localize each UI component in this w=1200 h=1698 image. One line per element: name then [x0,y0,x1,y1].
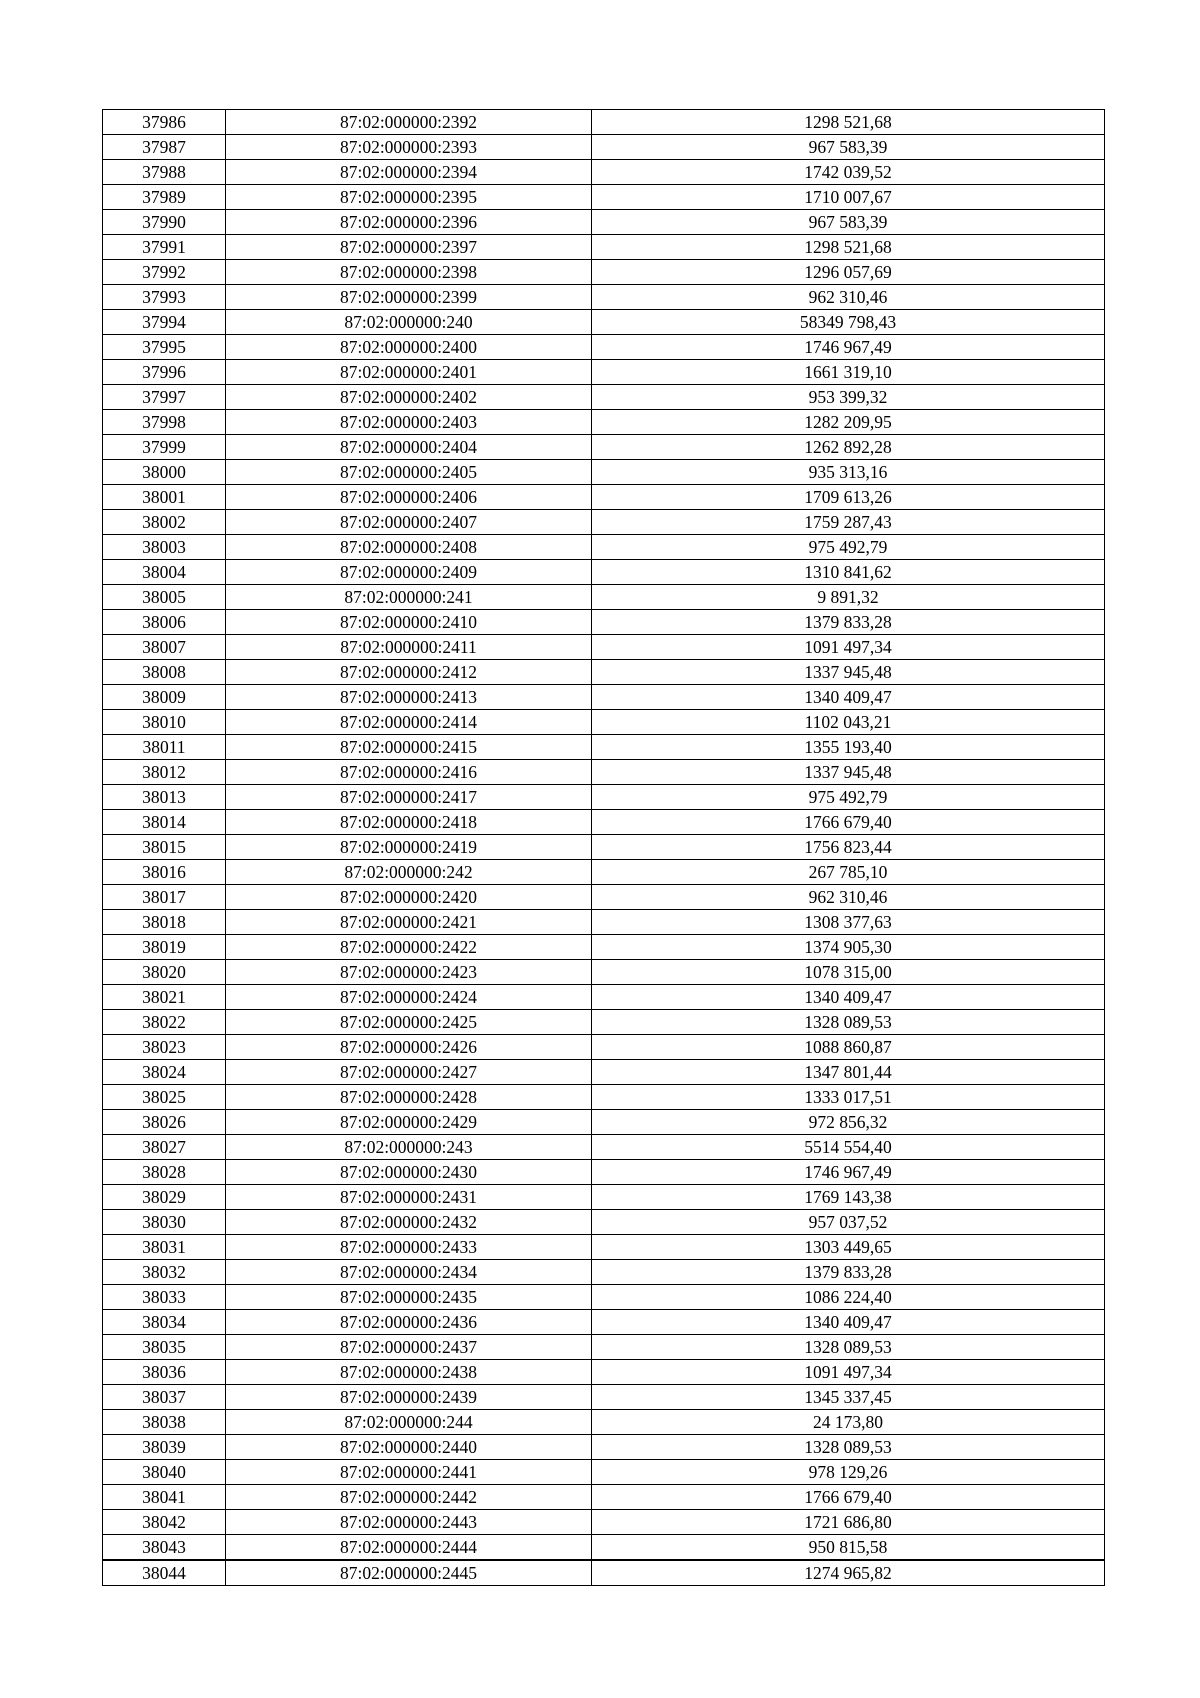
table-row [103,1335,1105,1360]
cadastral-number-cell: 87:02:000000:2420 [226,885,592,910]
row-number-cell: 38003 [103,535,226,560]
cadastral-value-cell: 1102 043,21 [592,710,1105,735]
row-number-cell: 38006 [103,610,226,635]
cadastral-number-cell: 87:02:000000:2440 [226,1435,592,1460]
cadastral-number-cell: 87:02:000000:2399 [226,285,592,310]
row-number-cell: 38020 [103,960,226,985]
table-row [103,110,1105,135]
row-number-cell: 37989 [103,185,226,210]
row-number-cell: 38010 [103,710,226,735]
table-body [103,110,1105,1586]
cadastral-number-cell: 87:02:000000:2406 [226,485,592,510]
cadastral-number-cell: 87:02:000000:240 [226,310,592,335]
cadastral-value-cell: 1746 967,49 [592,1160,1105,1185]
cadastral-value-cell: 1298 521,68 [592,110,1105,135]
cadastral-value-cell: 1721 686,80 [592,1510,1105,1535]
row-number-cell: 37998 [103,410,226,435]
row-number-cell: 38034 [103,1310,226,1335]
row-number-cell: 38019 [103,935,226,960]
cadastral-number-cell: 87:02:000000:2431 [226,1185,592,1210]
row-number-cell: 37991 [103,235,226,260]
table-row [103,810,1105,835]
cadastral-value-cell: 1337 945,48 [592,760,1105,785]
table-row [103,135,1105,160]
row-number-cell: 38038 [103,1410,226,1435]
row-number-cell: 38026 [103,1110,226,1135]
table-row [103,885,1105,910]
cadastral-value-cell: 1340 409,47 [592,985,1105,1010]
table-row [103,1560,1105,1586]
row-number-cell: 38035 [103,1335,226,1360]
cadastral-number-cell: 87:02:000000:2417 [226,785,592,810]
table-row [103,1435,1105,1460]
row-number-cell: 38008 [103,660,226,685]
row-number-cell: 38001 [103,485,226,510]
table-row [103,1160,1105,1185]
cadastral-number-cell: 87:02:000000:2439 [226,1385,592,1410]
cadastral-number-cell: 87:02:000000:2415 [226,735,592,760]
cadastral-number-cell: 87:02:000000:2392 [226,110,592,135]
table-row [103,1460,1105,1485]
table-row [103,910,1105,935]
cadastral-number-cell: 87:02:000000:2416 [226,760,592,785]
row-number-cell: 38024 [103,1060,226,1085]
table-row [103,860,1105,885]
row-number-cell: 38043 [103,1535,226,1561]
cadastral-number-cell: 87:02:000000:2424 [226,985,592,1010]
row-number-cell: 38000 [103,460,226,485]
row-number-cell: 38005 [103,585,226,610]
cadastral-number-cell: 87:02:000000:2418 [226,810,592,835]
cadastral-value-cell: 1340 409,47 [592,1310,1105,1335]
row-number-cell: 38032 [103,1260,226,1285]
cadastral-value-cell: 1308 377,63 [592,910,1105,935]
cadastral-value-cell: 1333 017,51 [592,1085,1105,1110]
row-number-cell: 38023 [103,1035,226,1060]
cadastral-number-cell: 87:02:000000:2394 [226,160,592,185]
cadastral-value-cell: 975 492,79 [592,535,1105,560]
cadastral-value-cell: 1298 521,68 [592,235,1105,260]
cadastral-value-cell: 1742 039,52 [592,160,1105,185]
cadastral-number-cell: 87:02:000000:2437 [226,1335,592,1360]
cadastral-number-cell: 87:02:000000:2433 [226,1235,592,1260]
cadastral-value-cell: 950 815,58 [592,1535,1105,1561]
cadastral-number-cell: 87:02:000000:2397 [226,235,592,260]
row-number-cell: 37993 [103,285,226,310]
cadastral-value-cell: 953 399,32 [592,385,1105,410]
table-row [103,1410,1105,1435]
cadastral-number-cell: 87:02:000000:2401 [226,360,592,385]
cadastral-value-cell: 1710 007,67 [592,185,1105,210]
cadastral-value-cell: 58349 798,43 [592,310,1105,335]
row-number-cell: 38031 [103,1235,226,1260]
cadastral-number-cell: 87:02:000000:241 [226,585,592,610]
cadastral-number-cell: 87:02:000000:242 [226,860,592,885]
table-row [103,1010,1105,1035]
cadastral-number-cell: 87:02:000000:2423 [226,960,592,985]
cadastral-number-cell: 87:02:000000:2438 [226,1360,592,1385]
row-number-cell: 38011 [103,735,226,760]
table-row [103,1210,1105,1235]
table-row [103,160,1105,185]
cadastral-number-cell: 87:02:000000:2407 [226,510,592,535]
table-row [103,685,1105,710]
table-row [103,1060,1105,1085]
cadastral-value-cell: 1337 945,48 [592,660,1105,685]
cadastral-value-cell: 1262 892,28 [592,435,1105,460]
row-number-cell: 38037 [103,1385,226,1410]
table-row [103,535,1105,560]
cadastral-value-cell: 1766 679,40 [592,1485,1105,1510]
cadastral-number-cell: 87:02:000000:2409 [226,560,592,585]
cadastral-number-cell: 87:02:000000:2405 [226,460,592,485]
table-row [103,1535,1105,1561]
table-row [103,285,1105,310]
cadastral-value-cell: 1709 613,26 [592,485,1105,510]
row-number-cell: 37986 [103,110,226,135]
cadastral-number-cell: 87:02:000000:2436 [226,1310,592,1335]
cadastral-number-cell: 87:02:000000:2432 [226,1210,592,1235]
table-row [103,185,1105,210]
cadastral-value-cell: 1766 679,40 [592,810,1105,835]
cadastral-value-cell: 962 310,46 [592,885,1105,910]
table-row [103,1135,1105,1160]
cadastral-value-cell: 1274 965,82 [592,1560,1105,1586]
table-row [103,560,1105,585]
row-number-cell: 37994 [103,310,226,335]
cadastral-value-cell: 1282 209,95 [592,410,1105,435]
cadastral-value-cell: 5514 554,40 [592,1135,1105,1160]
cadastral-value-cell: 978 129,26 [592,1460,1105,1485]
cadastral-value-cell: 1347 801,44 [592,1060,1105,1085]
row-number-cell: 38033 [103,1285,226,1310]
cadastral-value-cell: 1374 905,30 [592,935,1105,960]
table-row [103,410,1105,435]
table-row [103,985,1105,1010]
cadastral-value-cell: 1086 224,40 [592,1285,1105,1310]
row-number-cell: 38028 [103,1160,226,1185]
table-row [103,785,1105,810]
table-row [103,760,1105,785]
cadastral-number-cell: 87:02:000000:2429 [226,1110,592,1135]
cadastral-value-cell: 975 492,79 [592,785,1105,810]
row-number-cell: 38016 [103,860,226,885]
cadastral-number-cell: 87:02:000000:2402 [226,385,592,410]
row-number-cell: 38013 [103,785,226,810]
cadastral-value-cell: 24 173,80 [592,1410,1105,1435]
cadastral-number-cell: 87:02:000000:2404 [226,435,592,460]
cadastral-value-cell: 1088 860,87 [592,1035,1105,1060]
cadastral-number-cell: 87:02:000000:2434 [226,1260,592,1285]
cadastral-value-cell: 1091 497,34 [592,1360,1105,1385]
cadastral-number-cell: 87:02:000000:2435 [226,1285,592,1310]
cadastral-number-cell: 87:02:000000:2413 [226,685,592,710]
table-row [103,435,1105,460]
table-row [103,1310,1105,1335]
cadastral-number-cell: 87:02:000000:2430 [226,1160,592,1185]
cadastral-number-cell: 87:02:000000:2408 [226,535,592,560]
cadastral-value-cell: 957 037,52 [592,1210,1105,1235]
cadastral-value-cell: 1303 449,65 [592,1235,1105,1260]
cadastral-value-cell: 1379 833,28 [592,610,1105,635]
cadastral-value-cell: 1078 315,00 [592,960,1105,985]
table-row [103,260,1105,285]
cadastral-number-cell: 87:02:000000:2411 [226,635,592,660]
cadastral-value-cell: 1756 823,44 [592,835,1105,860]
cadastral-number-cell: 87:02:000000:2445 [226,1560,592,1586]
cadastral-value-cell: 1661 319,10 [592,360,1105,385]
table-row [103,1285,1105,1310]
table-row [103,1185,1105,1210]
cadastral-number-cell: 87:02:000000:2396 [226,210,592,235]
row-number-cell: 38018 [103,910,226,935]
cadastral-number-cell: 87:02:000000:2393 [226,135,592,160]
table-row [103,710,1105,735]
row-number-cell: 38004 [103,560,226,585]
cadastral-value-cell: 1310 841,62 [592,560,1105,585]
cadastral-number-cell: 87:02:000000:2412 [226,660,592,685]
table-row [103,1260,1105,1285]
cadastral-number-cell: 87:02:000000:2428 [226,1085,592,1110]
table-row [103,935,1105,960]
row-number-cell: 38040 [103,1460,226,1485]
cadastral-value-cell: 1296 057,69 [592,260,1105,285]
row-number-cell: 38002 [103,510,226,535]
table-row [103,585,1105,610]
cadastral-number-cell: 87:02:000000:2442 [226,1485,592,1510]
row-number-cell: 38029 [103,1185,226,1210]
cadastral-number-cell: 87:02:000000:2444 [226,1535,592,1561]
row-number-cell: 38007 [103,635,226,660]
cadastral-number-cell: 87:02:000000:2427 [226,1060,592,1085]
row-number-cell: 37992 [103,260,226,285]
row-number-cell: 38044 [103,1560,226,1586]
cadastral-number-cell: 87:02:000000:2414 [226,710,592,735]
table-row [103,660,1105,685]
cadastral-number-cell: 87:02:000000:2398 [226,260,592,285]
cadastral-number-cell: 87:02:000000:2422 [226,935,592,960]
row-number-cell: 38025 [103,1085,226,1110]
cadastral-value-cell: 1746 967,49 [592,335,1105,360]
table-row [103,1385,1105,1410]
row-number-cell: 38015 [103,835,226,860]
cadastral-value-table [102,109,1105,1586]
table-row [103,1085,1105,1110]
table-row [103,310,1105,335]
cadastral-number-cell: 87:02:000000:2395 [226,185,592,210]
cadastral-value-cell: 1379 833,28 [592,1260,1105,1285]
cadastral-number-cell: 87:02:000000:2426 [226,1035,592,1060]
table-row [103,460,1105,485]
table-row [103,835,1105,860]
row-number-cell: 37988 [103,160,226,185]
table-row [103,1035,1105,1060]
cadastral-number-cell: 87:02:000000:2400 [226,335,592,360]
cadastral-value-cell: 1340 409,47 [592,685,1105,710]
row-number-cell: 38022 [103,1010,226,1035]
cadastral-number-cell: 87:02:000000:243 [226,1135,592,1160]
row-number-cell: 38041 [103,1485,226,1510]
cadastral-value-cell: 967 583,39 [592,135,1105,160]
cadastral-number-cell: 87:02:000000:2425 [226,1010,592,1035]
cadastral-value-cell: 9 891,32 [592,585,1105,610]
row-number-cell: 37999 [103,435,226,460]
row-number-cell: 38027 [103,1135,226,1160]
table-row [103,210,1105,235]
table-row [103,735,1105,760]
table-row [103,1360,1105,1385]
row-number-cell: 37997 [103,385,226,410]
table-row [103,960,1105,985]
row-number-cell: 37990 [103,210,226,235]
row-number-cell: 38009 [103,685,226,710]
cadastral-number-cell: 87:02:000000:2441 [226,1460,592,1485]
cadastral-value-cell: 962 310,46 [592,285,1105,310]
cadastral-value-cell: 267 785,10 [592,860,1105,885]
row-number-cell: 38021 [103,985,226,1010]
table-row [103,1510,1105,1535]
row-number-cell: 38039 [103,1435,226,1460]
row-number-cell: 38036 [103,1360,226,1385]
table-row [103,360,1105,385]
table-row [103,1485,1105,1510]
cadastral-value-cell: 1328 089,53 [592,1010,1105,1035]
row-number-cell: 38014 [103,810,226,835]
cadastral-number-cell: 87:02:000000:2410 [226,610,592,635]
cadastral-value-cell: 1355 193,40 [592,735,1105,760]
cadastral-value-cell: 972 856,32 [592,1110,1105,1135]
cadastral-value-cell: 1328 089,53 [592,1435,1105,1460]
row-number-cell: 37987 [103,135,226,160]
row-number-cell: 37995 [103,335,226,360]
table-row [103,335,1105,360]
cadastral-number-cell: 87:02:000000:2419 [226,835,592,860]
row-number-cell: 37996 [103,360,226,385]
table-row [103,485,1105,510]
row-number-cell: 38017 [103,885,226,910]
cadastral-number-cell: 87:02:000000:2421 [226,910,592,935]
cadastral-number-cell: 87:02:000000:2403 [226,410,592,435]
cadastral-value-cell: 1091 497,34 [592,635,1105,660]
cadastral-value-cell: 1345 337,45 [592,1385,1105,1410]
table-row [103,1110,1105,1135]
cadastral-number-cell: 87:02:000000:2443 [226,1510,592,1535]
table-row [103,510,1105,535]
table-row [103,635,1105,660]
cadastral-value-cell: 967 583,39 [592,210,1105,235]
cadastral-number-cell: 87:02:000000:244 [226,1410,592,1435]
table-row [103,1235,1105,1260]
table-row [103,385,1105,410]
cadastral-value-cell: 1769 143,38 [592,1185,1105,1210]
row-number-cell: 38030 [103,1210,226,1235]
cadastral-value-cell: 1759 287,43 [592,510,1105,535]
row-number-cell: 38042 [103,1510,226,1535]
table-row [103,235,1105,260]
cadastral-value-cell: 935 313,16 [592,460,1105,485]
table-row [103,610,1105,635]
cadastral-value-cell: 1328 089,53 [592,1335,1105,1360]
row-number-cell: 38012 [103,760,226,785]
